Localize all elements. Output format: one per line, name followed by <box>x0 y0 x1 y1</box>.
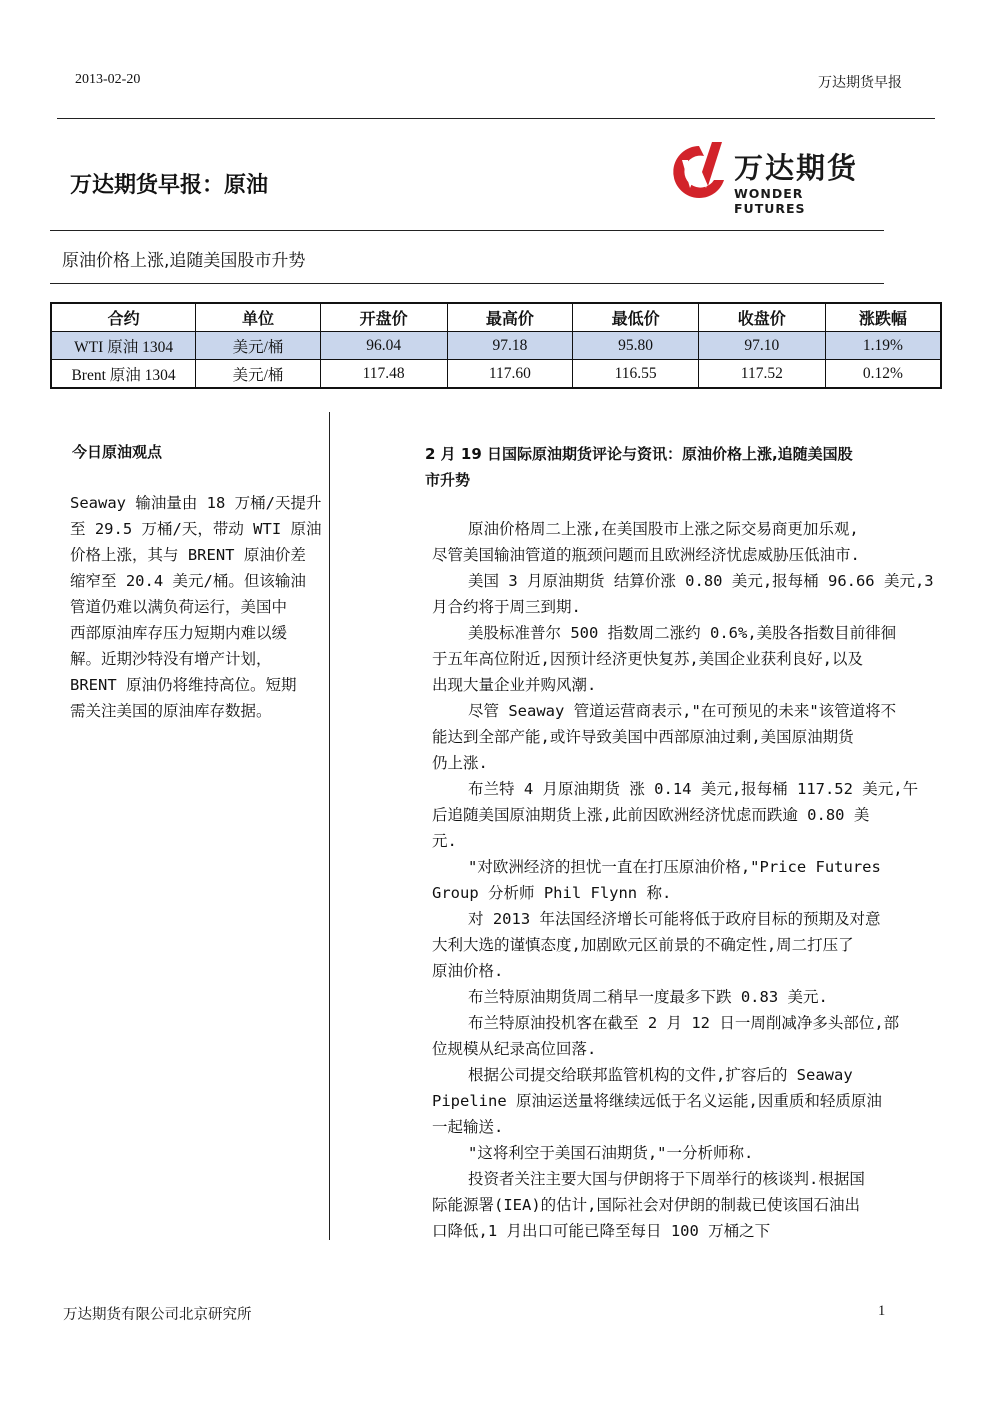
table-cell: 117.60 <box>447 360 573 389</box>
outlook-line: 管道仍难以满负荷运行，美国中 <box>70 598 288 616</box>
news-line: "对欧洲经济的担忧一直在打压原油价格,"Price Futures <box>468 858 881 876</box>
news-line: 口降低,1 月出口可能已降至每日 100 万桶之下 <box>432 1222 771 1240</box>
news-line: 月合约将于周三到期. <box>432 598 581 616</box>
outlook-line: 缩窄至 20.4 美元/桶。但该输油 <box>70 572 306 590</box>
header-divider <box>57 118 935 119</box>
table-cell: Brent 原油 1304 <box>51 360 196 389</box>
table-row <box>51 332 941 360</box>
news-line: 元. <box>432 832 457 850</box>
news-title-line: 2 月 19 日国际原油期货评论与资讯：原油价格上涨,追随美国股 <box>425 445 853 463</box>
news-line: 际能源署(IEA)的估计,国际社会对伊朗的制裁已使该国石油出 <box>432 1196 860 1214</box>
news-line: 一起输送. <box>432 1118 504 1136</box>
outlook-body <box>70 490 332 724</box>
quote-table <box>50 302 942 389</box>
outlook-line: Seaway 输油量由 18 万桶/天提升 <box>70 494 322 512</box>
news-line: 大利大选的谨慎态度,加剧欧元区前景的不确定性,周二打压了 <box>432 936 854 954</box>
logo-chinese-name: 万达期货 <box>734 151 859 185</box>
table-cell: 97.18 <box>447 332 573 360</box>
outlook-line: 价格上涨，其与 BRENT 原油价差 <box>70 546 306 564</box>
news-title-line: 市升势 <box>425 471 471 489</box>
page-number: 1 <box>878 1303 886 1319</box>
outlook-line: 西部原油库存压力短期内难以缓 <box>70 624 288 642</box>
news-line: 位规模从纪录高位回落. <box>432 1040 597 1058</box>
document-title: 万达期货早报：原油 <box>70 173 269 198</box>
news-line: 原油价格周二上涨,在美国股市上涨之际交易商更加乐观, <box>468 520 859 538</box>
column-header: 最高价 <box>447 303 573 332</box>
outlook-line: BRENT 原油仍将维持高位。短期 <box>70 676 297 694</box>
outlook-line: 需关注美国的原油库存数据。 <box>70 702 272 720</box>
table-cell: 96.04 <box>320 332 447 360</box>
news-line: 出现大量企业并购风潮. <box>432 676 597 694</box>
table-cell: 美元/桶 <box>196 332 321 360</box>
outlook-line: 解。近期沙特没有增产计划， <box>70 650 272 668</box>
news-line: 布兰特原油期货周二稍早一度最多下跌 0.83 美元. <box>468 988 828 1006</box>
news-line: 根据公司提交给联邦监管机构的文件,扩容后的 Seaway <box>468 1066 853 1084</box>
news-line: 美国 3 月原油期货 结算价涨 0.80 美元,报每桶 96.66 美元,3 <box>468 572 934 590</box>
column-header: 收盘价 <box>698 303 825 332</box>
news-line: Group 分析师 Phil Flynn 称. <box>432 884 672 902</box>
news-line: 尽管美国输油管道的瓶颈问题而且欧洲经济忧虑威胁压低油市. <box>432 546 860 564</box>
table-cell: 116.55 <box>573 360 699 389</box>
outlook-line: 至 29.5 万桶/天，带动 WTI 原油 <box>70 520 322 538</box>
news-line: 对 2013 年法国经济增长可能将低于政府目标的预期及对意 <box>468 910 881 928</box>
table-cell: 95.80 <box>573 332 699 360</box>
news-line: 投资者关注主要大国与伊朗将于下周举行的核谈判.根据国 <box>468 1170 865 1188</box>
table-cell: 0.12% <box>825 360 941 389</box>
publication-name: 万达期货早报 <box>818 75 902 91</box>
news-line: 尽管 Seaway 管道运营商表示,"在可预见的未来"该管道将不 <box>468 702 897 720</box>
logo-english-name: WONDER FUTURES <box>734 186 806 216</box>
column-header: 涨跌幅 <box>825 303 941 332</box>
subtitle-top-divider <box>50 230 884 231</box>
table-cell: 97.10 <box>698 332 825 360</box>
column-header: 单位 <box>196 303 321 332</box>
news-line: 布兰特原油投机客在截至 2 月 12 日一周削减净多头部位,部 <box>468 1014 900 1032</box>
news-line: 仍上涨. <box>432 754 488 772</box>
news-line: 后追随美国原油期货上涨,此前因欧洲经济忧虑而跌逾 0.80 美 <box>432 806 870 824</box>
news-line: Pipeline 原油运送量将继续远低于名义运能,因重质和轻质原油 <box>432 1092 882 1110</box>
table-cell: WTI 原油 1304 <box>51 332 196 360</box>
company-logo <box>668 140 878 216</box>
outlook-title: 今日原油观点 <box>72 443 163 461</box>
wonder-logo-icon <box>668 140 730 206</box>
table-header-row <box>51 303 941 332</box>
subtitle-bottom-divider <box>50 283 884 284</box>
news-line: 能达到全部产能,或许导致美国中西部原油过剩,美国原油期货 <box>432 728 854 746</box>
table-row <box>51 360 941 389</box>
table-cell: 1.19% <box>825 332 941 360</box>
table-cell: 117.48 <box>320 360 447 389</box>
report-subtitle: 原油价格上涨,追随美国股市升势 <box>62 251 306 271</box>
column-header: 开盘价 <box>320 303 447 332</box>
footer-company: 万达期货有限公司北京研究所 <box>63 1307 252 1323</box>
report-date: 2013-02-20 <box>75 72 141 87</box>
column-header: 合约 <box>51 303 196 332</box>
news-line: "这将利空于美国石油期货,"一分析师称. <box>468 1144 754 1162</box>
news-line: 原油价格. <box>432 962 504 980</box>
table-cell: 美元/桶 <box>196 360 321 389</box>
news-line: 于五年高位附近,因预计经济更快复苏,美国企业获利良好,以及 <box>432 650 863 668</box>
news-body <box>432 516 932 1244</box>
news-line: 布兰特 4 月原油期货 涨 0.14 美元,报每桶 117.52 美元,午 <box>468 780 919 798</box>
table-cell: 117.52 <box>698 360 825 389</box>
news-title <box>425 441 925 493</box>
column-header: 最低价 <box>573 303 699 332</box>
news-line: 美股标准普尔 500 指数周二涨约 0.6%,美股各指数目前徘徊 <box>468 624 897 642</box>
